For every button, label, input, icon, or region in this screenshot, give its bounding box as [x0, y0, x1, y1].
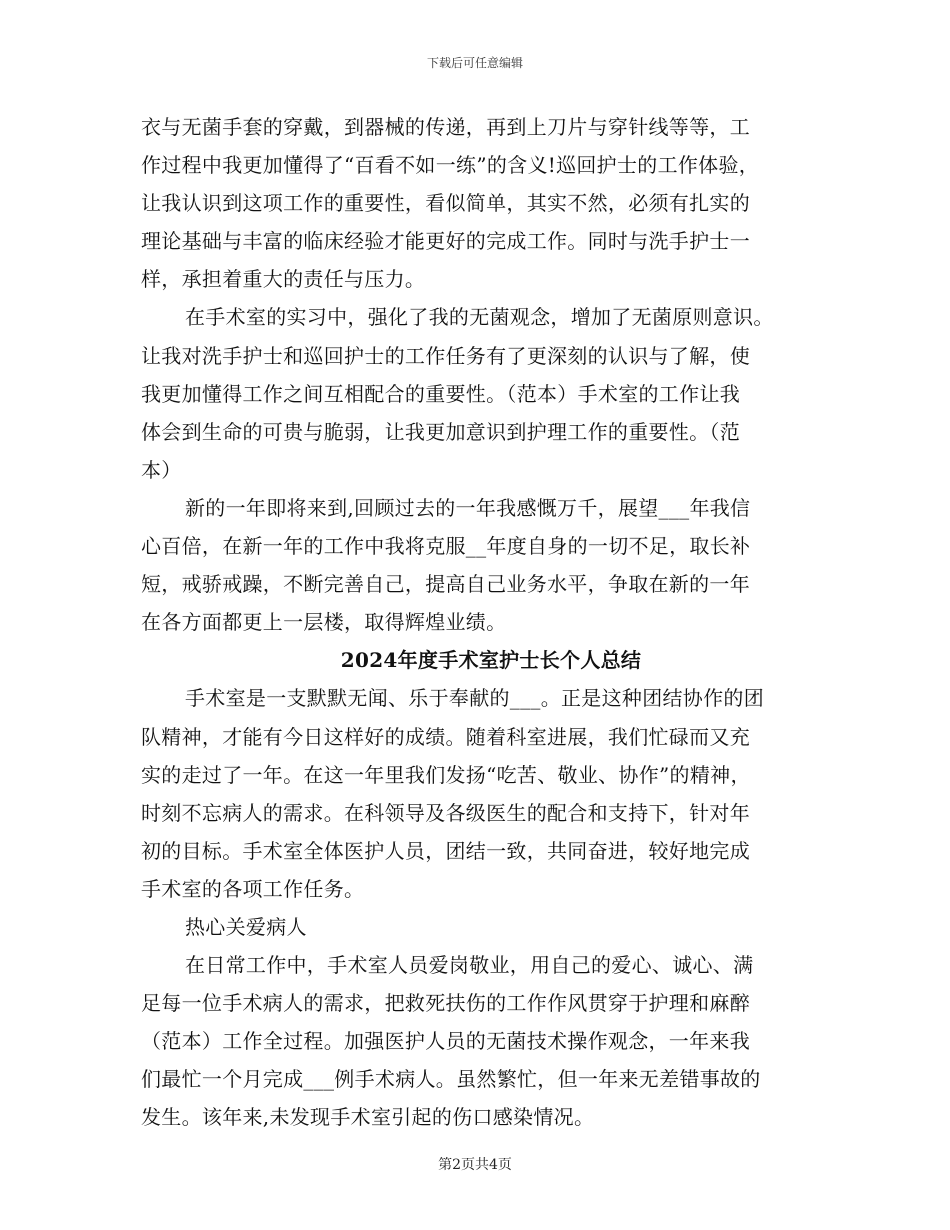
text-line: 在手术室的实习中，强化了我的无菌观念，增加了无菌原则意识。 [185, 305, 774, 330]
text-line: 足每一位手术病人的需求，把救死扶伤的工作作风贯穿于护理和麻醉 [141, 991, 750, 1016]
text-line: 队精神，才能有今日这样好的成绩。随着科室进展，我们忙碌而又充 [141, 724, 750, 749]
text-line: （范本）工作全过程。加强医护人员的无菌技术操作观念，一年来我 [141, 1029, 750, 1054]
page-number: 第2页共4页 [438, 1157, 512, 1173]
text-line: 在各方面都更上一层楼，取得辉煌业绩。 [141, 610, 507, 635]
text-line: 体会到生命的可贵与脆弱，让我更加意识到护理工作的重要性。（范 [141, 419, 740, 444]
text-line: 本） [141, 457, 182, 482]
document-body [141, 108, 841, 1137]
text-line: 短，戒骄戒躁，不断完善自己，提高自己业务水平，争取在新的一年 [141, 572, 750, 597]
text-line: 让我对洗手护士和巡回护士的工作任务有了更深刻的认识与了解，使 [141, 343, 750, 368]
text-line: 实的走过了一年。在这一年里我们发扬“吃苦、敬业、协作”的精神， [141, 762, 751, 787]
text-line: 心百倍，在新一年的工作中我将克服__年度自身的一切不足，取长补 [141, 534, 751, 559]
text-line: 在日常工作中，手术室人员爱岗敬业，用自己的爱心、诚心、满 [185, 953, 754, 978]
text-line: 衣与无菌手套的穿戴，到器械的传递，再到上刀片与穿针线等等，工 [141, 115, 750, 139]
text-line: 让我认识到这项工作的重要性，看似简单，其实不然，必须有扎实的 [141, 191, 750, 216]
text-line: 手术室的各项工作任务。 [141, 876, 365, 901]
text-line: 我更加懂得工作之间互相配合的重要性。（范本）手术室的工作让我 [141, 381, 740, 406]
text-line: 作过程中我更加懂得了“百看不如一练”的含义!巡回护士的工作体验， [141, 153, 760, 178]
section-heading: 2024年度手术室护士长个人总结 [340, 648, 642, 673]
text-line: 新的一年即将来到,回顾过去的一年我感慨万千，展望___年我信 [185, 495, 751, 520]
text-line: 理论基础与丰富的临床经验才能更好的完成工作。同时与洗手护士一 [141, 229, 750, 254]
text-line: 们最忙一个月完成___例手术病人。虽然繁忙，但一年来无差错事故的 [141, 1067, 761, 1092]
text-line: 发生。该年来,未发现手术室引起的伤口感染情况。 [141, 1105, 595, 1130]
text-line: 热心关爱病人 [185, 914, 307, 939]
text-line: 样，承担着重大的责任与压力。 [141, 267, 426, 292]
text-line: 初的目标。手术室全体医护人员，团结一致，共同奋进，较好地完成 [141, 838, 750, 863]
text-line: 时刻不忘病人的需求。在科领导及各级医生的配合和支持下，针对年 [141, 800, 750, 825]
header-note: 下载后可任意编辑 [426, 56, 523, 70]
text-line: 手术室是一支默默无闻、乐于奉献的___。正是这种团结协作的团 [185, 686, 764, 711]
